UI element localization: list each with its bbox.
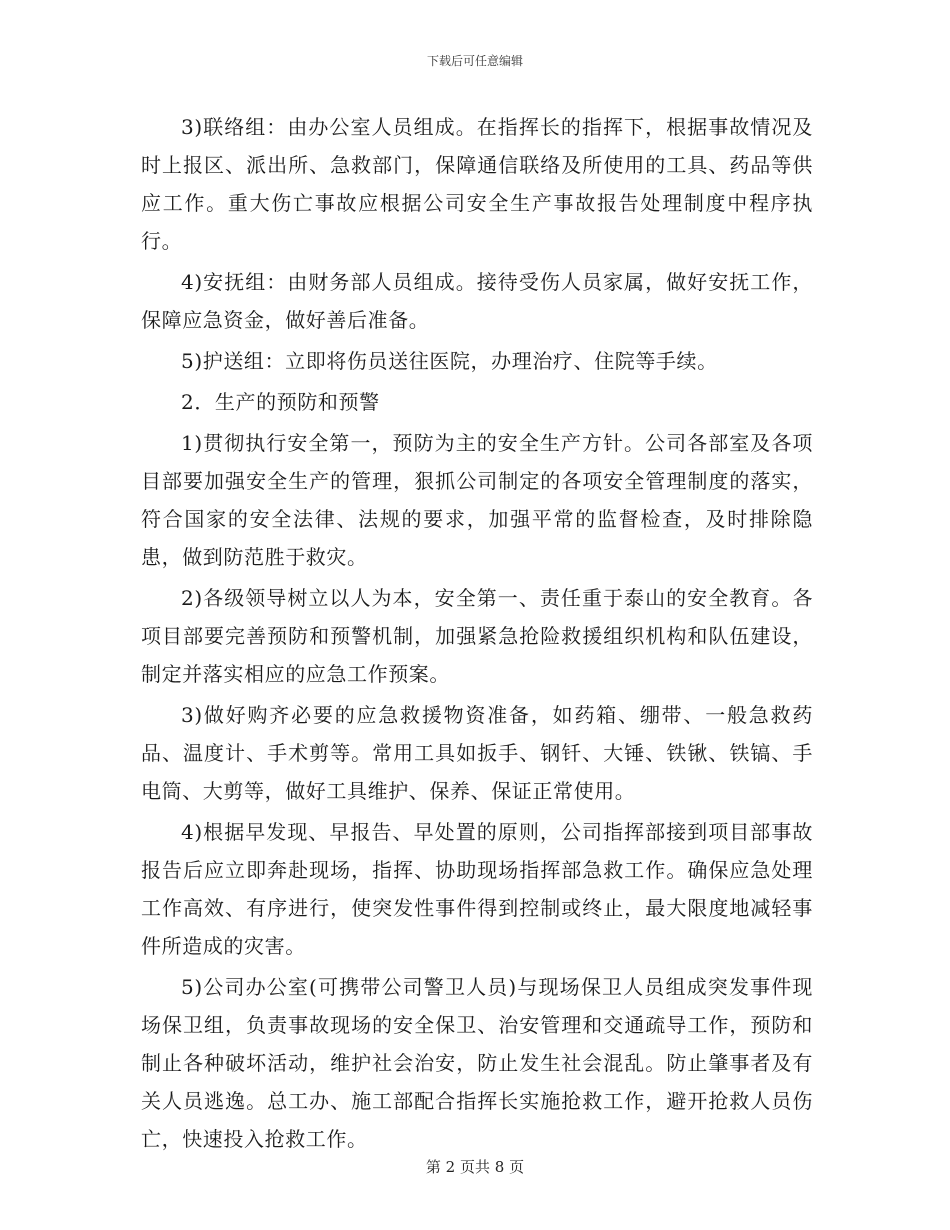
page-footer: 第 2 页共 8 页 [425, 1158, 525, 1176]
paragraph-comfort-group: 4)安抚组：由财务部人员组成。接待受伤人员家属，做好安抚工作，保障应急资金，做好善后准备。 [141, 270, 813, 332]
section-heading-prevention: 2．生产的预防和预警 [181, 390, 380, 414]
page-header: 下载后可任意编辑 [426, 54, 523, 68]
paragraph-escort-group: 5)护送组：立即将伤员送往医院，办理治疗、住院等手续。 [181, 349, 718, 373]
paragraph-prevention-1: 1)贯彻执行安全第一，预防为主的安全生产方针。公司各部室及各项目部要加强安全生产的管理，狠抓公司制定的各项安全管理制度的落实，符合国家的安全法律、法规的要求，加强平常的监督检查，及时排除隐患，做到防范胜于救灾。 [141, 431, 813, 569]
paragraph-prevention-3: 3)做好购齐必要的应急救援物资准备，如药箱、绷带、一般急救药品、温度计、手术剪等。常用工具如扳手、钢钎、大锤、铁锹、铁镐、手电筒、大剪等，做好工具维护、保养、保证正常使用。 [141, 703, 813, 803]
paragraph-prevention-2: 2)各级领导树立以人为本，安全第一、责任重于泰山的安全教育。各项目部要完善预防和预警机制，加强紧急抢险救援组织机构和队伍建设，制定并落实相应的应急工作预案。 [141, 586, 813, 686]
paragraph-prevention-5: 5)公司办公室(可携带公司警卫人员)与现场保卫人员组成突发事件现场保卫组，负责事故现场的安全保卫、治安管理和交通疏导工作，预防和制止各种破坏活动，维护社会治安，防止发生社会混乱。防止肇事者及有关人员逃逸。总工办、施工部配合指挥长实施抢救工作，避开抢救人员伤亡，快速投入抢救工作。 [141, 975, 813, 1151]
paragraph-liaison-group: 3)联络组：由办公室人员组成。在指挥长的指挥下，根据事故情况及时上报区、派出所、急救部门，保障通信联络及所使用的工具、药品等供应工作。重大伤亡事故应根据公司安全生产事故报告处理制度中程序执行。 [141, 115, 813, 253]
document-body [141, 108, 813, 1161]
paragraph-prevention-4: 4)根据早发现、早报告、早处置的原则，公司指挥部接到项目部事故报告后应立即奔赴现场，指挥、协助现场指挥部急救工作。确保应急处理工作高效、有序进行，使突发性事件得到控制或终止，最大限度地减轻事件所造成的灾害。 [141, 820, 813, 958]
